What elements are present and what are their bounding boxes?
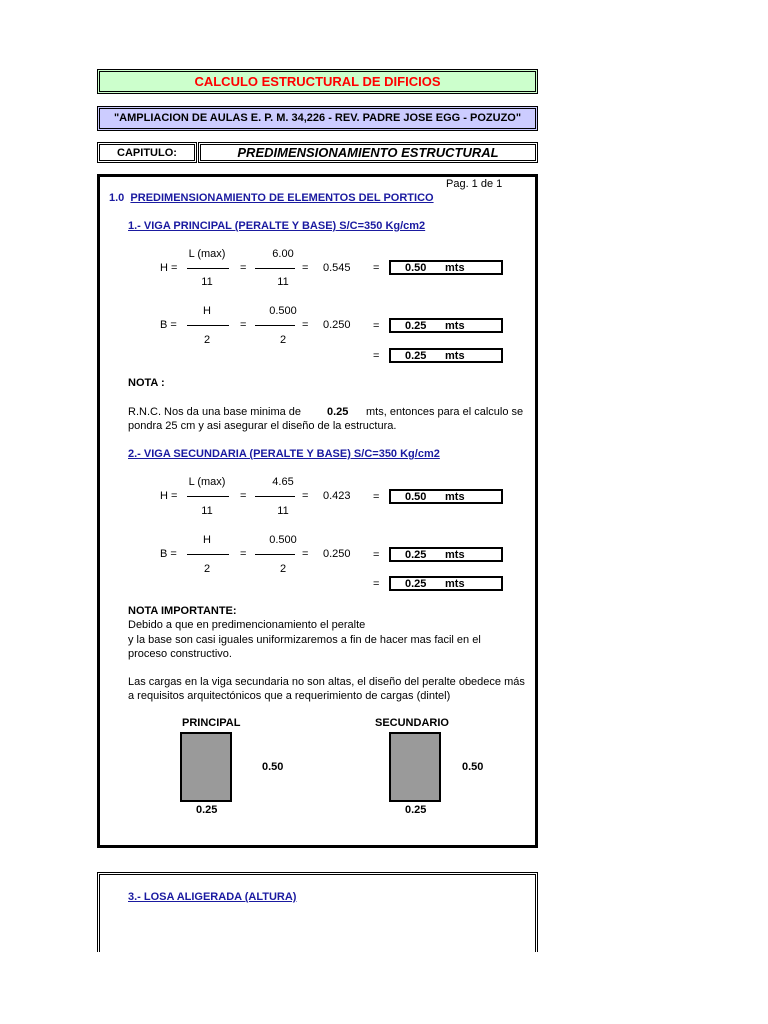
vs-b-result: 0.250: [323, 548, 351, 560]
principal-base: 0.25: [196, 804, 218, 816]
vs-bfinal-box-value: 0.25: [405, 578, 427, 590]
nota-line2: pondra 25 cm y asi asegurar el diseño de la estructura.: [128, 420, 397, 432]
vp-b-num1: H: [203, 305, 211, 317]
vp-b-den1: 2: [203, 334, 211, 346]
vs-h-den2: 11: [277, 505, 289, 517]
vs-b-frac2: [255, 554, 295, 555]
vs-b-lhs: B =: [160, 548, 177, 560]
vs-h-eq2: =: [302, 490, 309, 502]
nota-line1-value: 0.25: [327, 406, 349, 418]
nota-importante-line1: Debido a que en predimencionamiento el peralte: [128, 619, 366, 631]
vp-h-lhs: H =: [160, 262, 178, 274]
vs-b-num2: 0.500: [269, 534, 297, 546]
vs-h-frac1: [187, 496, 229, 497]
nota-importante-para2-line1: Las cargas en la viga secundaria no son altas, el diseño del peralte obedece más: [128, 676, 525, 688]
vp-h-frac2: [255, 268, 295, 269]
vp-b-box-unit: mts: [445, 320, 465, 332]
vs-bfinal-result-box: [389, 576, 503, 591]
vp-h-result-box: [389, 260, 503, 275]
vp-h-num1: L (max): [188, 248, 226, 260]
vs-b-frac1: [187, 554, 229, 555]
vp-h-result: 0.545: [323, 262, 351, 274]
secundario-height: 0.50: [462, 761, 484, 773]
section-number: 1.0: [109, 192, 125, 204]
vs-b-eq1: =: [240, 548, 247, 560]
nota-importante-para2-line2: a requisitos arquitectónicos que a requerimiento de cargas (dintel): [128, 690, 451, 702]
vs-bfinal-eq: =: [373, 578, 380, 590]
vp-h-box-unit: mts: [445, 262, 465, 274]
principal-section-rect: [180, 732, 232, 802]
vp-h-eq2: =: [302, 262, 309, 274]
vs-h-eq3: =: [373, 491, 380, 503]
vp-b-lhs: B =: [160, 319, 177, 331]
vp-b-eq2: =: [302, 319, 309, 331]
vp-h-eq1: =: [240, 262, 247, 274]
chapter-title: PREDIMENSIONAMIENTO ESTRUCTURAL: [198, 142, 538, 163]
vp-h-frac1: [187, 268, 229, 269]
vs-b-result-box: [389, 547, 503, 562]
vs-b-box-unit: mts: [445, 549, 465, 561]
project-name: "AMPLIACION DE AULAS E. P. M. 34,226 - REV. PADRE JOSE EGG - POZUZO": [97, 106, 538, 131]
vs-h-box-value: 0.50: [405, 491, 427, 503]
vs-h-lhs: H =: [160, 490, 178, 502]
vp-b-box-value: 0.25: [405, 320, 427, 332]
vp-h-den2: 11: [277, 276, 289, 288]
page-number: Pag. 1 de 1: [446, 178, 503, 190]
vs-b-box-value: 0.25: [405, 549, 427, 561]
vs-h-eq1: =: [240, 490, 247, 502]
vp-h-num2: 6.00: [272, 248, 294, 260]
vs-b-eq3: =: [373, 549, 380, 561]
vp-h-eq3: =: [373, 262, 380, 274]
vp-b-num2: 0.500: [269, 305, 297, 317]
main-frame-inner: [97, 174, 538, 848]
vs-b-eq2: =: [302, 548, 309, 560]
section-title: PREDIMENSIONAMIENTO DE ELEMENTOS DEL PORTICO: [130, 192, 434, 204]
vp-bfinal-box-unit: mts: [445, 350, 465, 362]
nota-label: NOTA :: [128, 377, 165, 389]
vp-bfinal-eq: =: [373, 350, 380, 362]
nota-line1-pre: R.N.C. Nos da una base minima de: [128, 406, 302, 418]
vs-h-num1: L (max): [188, 476, 226, 488]
vs-h-result-box: [389, 489, 503, 504]
chapter-label: CAPITULO:: [97, 142, 197, 163]
vp-bfinal-box-value: 0.25: [405, 350, 427, 362]
nota-importante-line3: proceso constructivo.: [128, 648, 232, 660]
secundario-base: 0.25: [405, 804, 427, 816]
nota-importante-line2: y la base son casi iguales uniformizaremos a fin de hacer mas facil en el: [128, 634, 481, 646]
vp-bfinal-result-box: [389, 348, 503, 363]
vp-h-den1: 11: [201, 276, 213, 288]
vs-b-den2: 2: [279, 563, 287, 575]
nota-importante-label: NOTA IMPORTANTE:: [128, 605, 237, 617]
principal-label: PRINCIPAL: [182, 717, 241, 729]
section-heading: [109, 192, 434, 204]
vs-h-result: 0.423: [323, 490, 351, 502]
vs-h-frac2: [255, 496, 295, 497]
losa-frame: [97, 872, 538, 952]
vp-b-eq3: =: [373, 320, 380, 332]
vs-bfinal-box-unit: mts: [445, 578, 465, 590]
vs-h-num2: 4.65: [272, 476, 294, 488]
secundario-label: SECUNDARIO: [375, 717, 449, 729]
document-title: CALCULO ESTRUCTURAL DE DIFICIOS: [97, 69, 538, 94]
vp-b-den2: 2: [279, 334, 287, 346]
nota-line1-post: mts, entonces para el calculo se: [366, 406, 524, 418]
main-frame: [97, 174, 538, 848]
vp-h-box-value: 0.50: [405, 262, 427, 274]
principal-height: 0.50: [262, 761, 284, 773]
vs-b-den1: 2: [203, 563, 211, 575]
viga-secundaria-heading: 2.- VIGA SECUNDARIA (PERALTE Y BASE) S/C=350 Kg/cm2: [128, 448, 440, 460]
vs-h-box-unit: mts: [445, 491, 465, 503]
vp-b-frac1: [187, 325, 229, 326]
losa-heading: 3.- LOSA ALIGERADA (ALTURA): [128, 891, 297, 903]
vp-b-eq1: =: [240, 319, 247, 331]
vs-b-num1: H: [203, 534, 211, 546]
secundario-section-rect: [389, 732, 441, 802]
viga-principal-heading: 1.- VIGA PRINCIPAL (PERALTE Y BASE) S/C=350 Kg/cm2: [128, 220, 426, 232]
vs-h-den1: 11: [201, 505, 213, 517]
vp-b-frac2: [255, 325, 295, 326]
vp-b-result: 0.250: [323, 319, 351, 331]
vp-b-result-box: [389, 318, 503, 333]
